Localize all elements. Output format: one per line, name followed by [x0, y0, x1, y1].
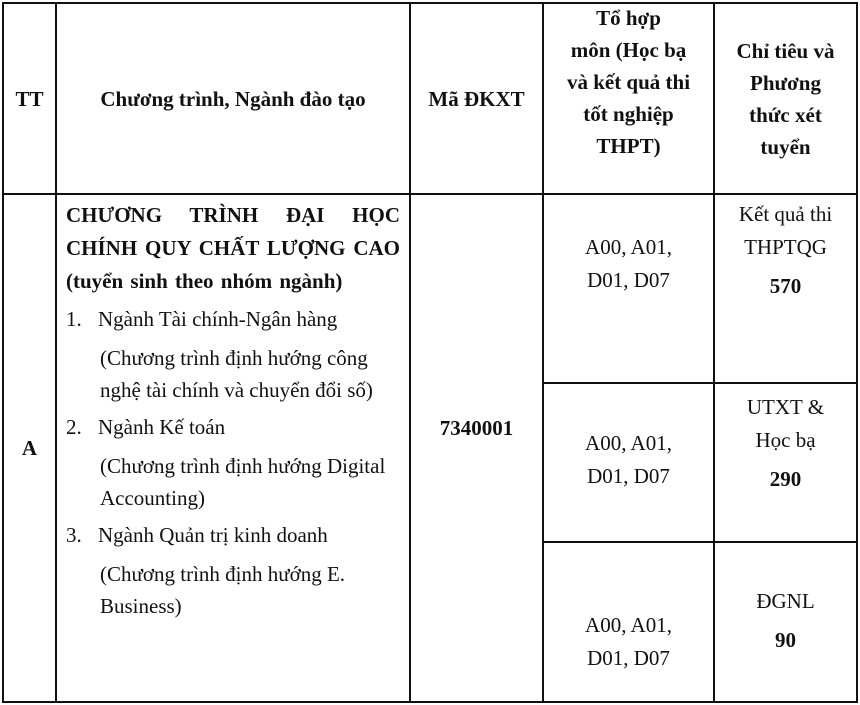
- quota-value: 90: [775, 628, 796, 652]
- major-name: Ngành Tài chính-Ngân hàng: [98, 307, 338, 331]
- major-description: (Chương trình định hướng E. Business): [100, 562, 346, 618]
- major-description: (Chương trình định hướng Digital Accounting): [100, 454, 386, 510]
- quota-cell: [715, 391, 856, 501]
- major-item: [66, 519, 400, 552]
- method-line: ĐGNL: [756, 589, 815, 613]
- header-quota-line: tuyển: [760, 134, 811, 159]
- header-program-label: Chương trình, Ngành đào tạo: [100, 86, 366, 111]
- method-line: UTXT &: [746, 395, 825, 419]
- code-value: 7340001: [439, 415, 514, 440]
- combination-cell: [544, 231, 713, 301]
- code-cell: [411, 195, 542, 661]
- header-code-label: Mã ĐKXT: [428, 86, 525, 111]
- major-item: [66, 303, 400, 336]
- major-number: 3.: [66, 523, 82, 547]
- row-tt: [4, 195, 55, 701]
- combination-cell: [544, 427, 713, 497]
- header-combination: [544, 2, 713, 162]
- combination-cell: [544, 609, 713, 679]
- header-program: [57, 4, 409, 193]
- combination-line: A00, A01,: [585, 613, 672, 637]
- program-title: CHƯƠNG TRÌNH ĐẠI HỌC CHÍNH QUY CHẤT LƯỢNG CAO (tuyển sinh theo nhóm ngành): [66, 203, 400, 293]
- header-tt: [4, 4, 55, 193]
- major-item: [66, 411, 400, 444]
- header-quota-line: thức xét: [749, 102, 822, 127]
- header-combination-line: THPT): [596, 134, 661, 158]
- major-name: Ngành Kế toán: [98, 415, 226, 439]
- combination-line: D01, D07: [587, 646, 670, 670]
- header-quota-line: Phương: [750, 70, 821, 95]
- row-tt-value: A: [21, 435, 38, 460]
- header-quota: [715, 4, 856, 193]
- method-divider-2: [543, 541, 858, 543]
- table-border-bottom: [2, 701, 858, 703]
- header-combination-line: Tổ hợp: [596, 6, 661, 30]
- major-number: 1.: [66, 307, 82, 331]
- combination-line: D01, D07: [587, 464, 670, 488]
- header-tt-label: TT: [15, 86, 44, 111]
- combination-line: A00, A01,: [585, 431, 672, 455]
- table-border-right: [856, 2, 858, 703]
- program-cell: [66, 199, 400, 622]
- header-combination-line: môn (Học bạ: [570, 38, 687, 62]
- major-description: (Chương trình định hướng công nghệ tài chính và chuyển đổi số): [100, 346, 373, 402]
- method-line: Học bạ: [755, 428, 816, 452]
- major-name: Ngành Quản trị kinh doanh: [98, 523, 328, 547]
- quota-cell: [715, 585, 856, 665]
- quota-value: 570: [769, 274, 802, 298]
- major-number: 2.: [66, 415, 82, 439]
- combination-line: A00, A01,: [585, 235, 672, 259]
- quota-cell: [715, 198, 856, 308]
- combination-line: D01, D07: [587, 268, 670, 292]
- method-line: Kết quả thi: [738, 202, 833, 226]
- header-combination-line: tốt nghiệp: [583, 102, 674, 126]
- method-line: THPTQG: [744, 235, 827, 259]
- header-quota-line: Chỉ tiêu và: [736, 38, 835, 63]
- method-divider-1: [543, 382, 858, 384]
- quota-value: 290: [769, 467, 802, 491]
- header-code: [411, 4, 542, 193]
- header-combination-line: và kết quả thi: [566, 70, 691, 94]
